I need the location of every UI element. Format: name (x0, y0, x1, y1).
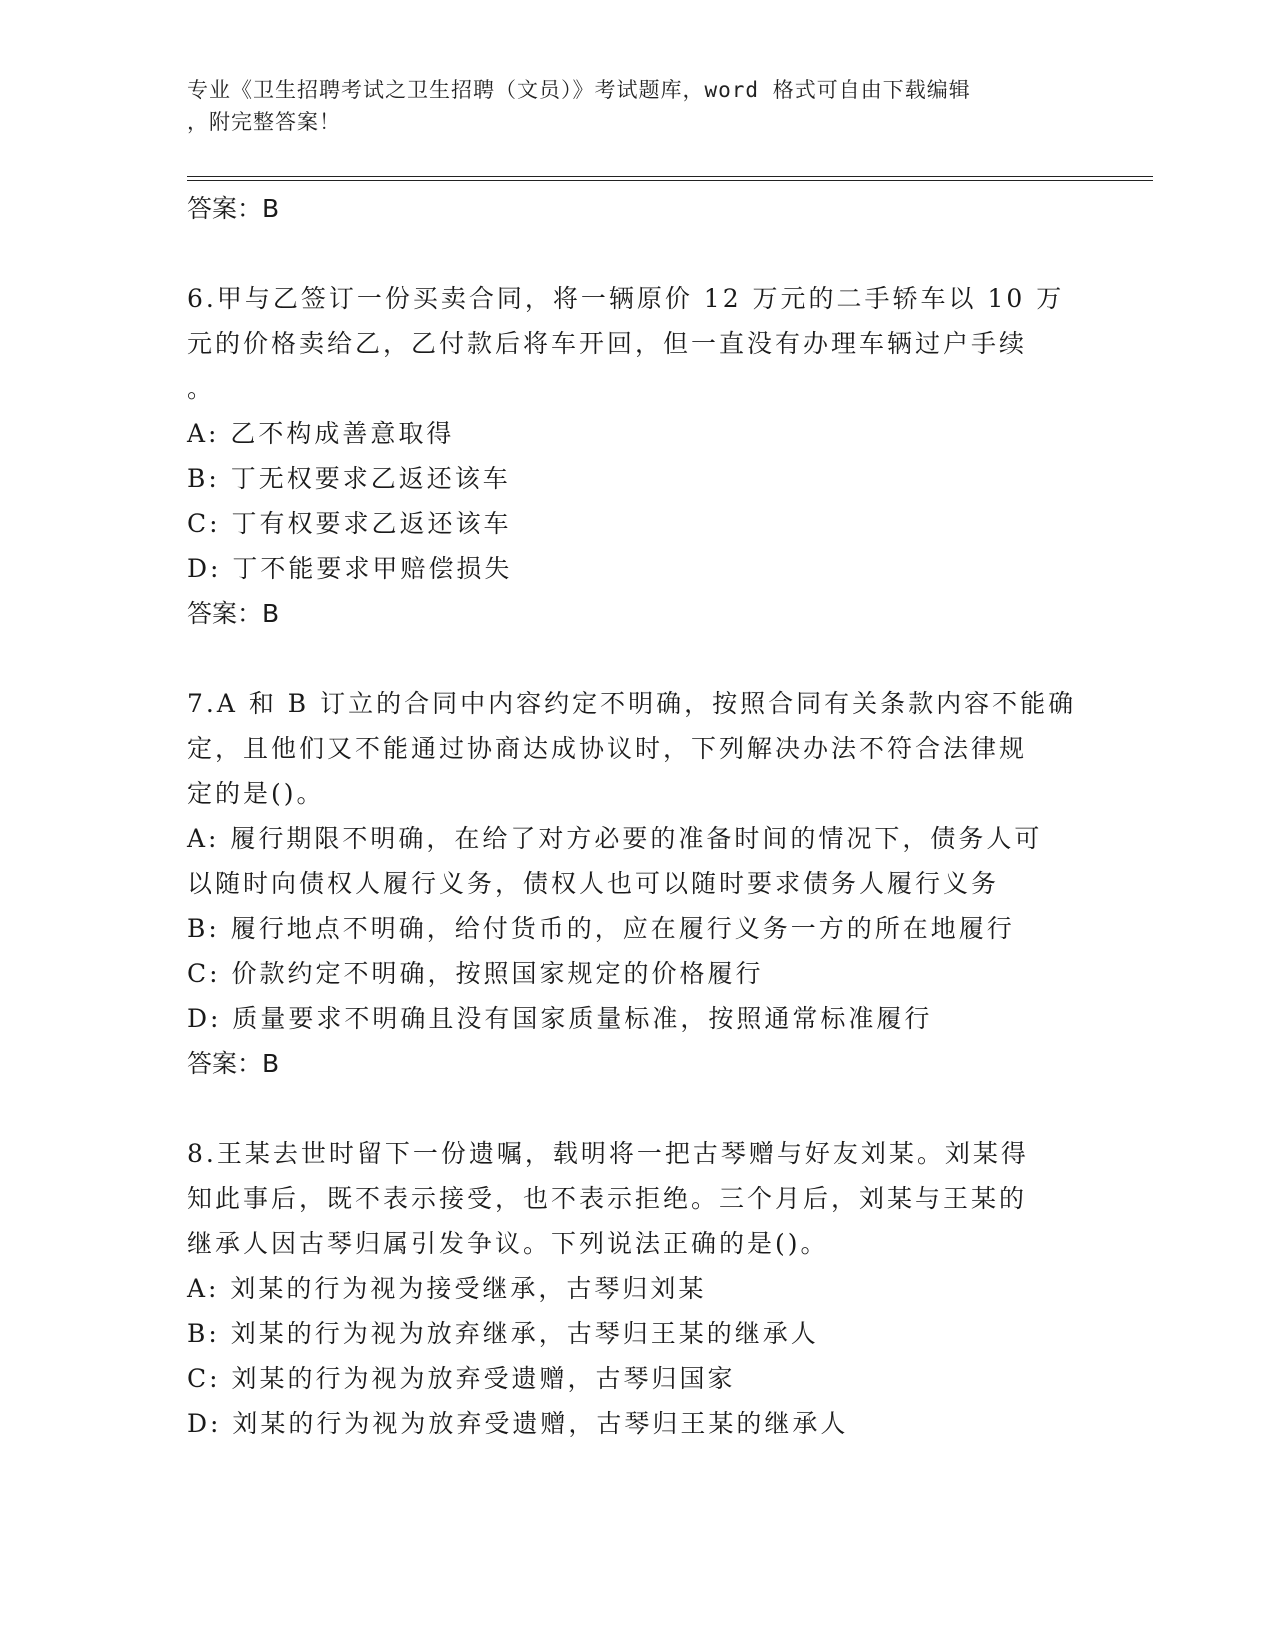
question-text: 定，且他们又不能通过协商达成协议时，下列解决办法不符合法律规 (187, 734, 1028, 763)
option-c: C: 丁有权要求乙返还该车 (187, 509, 512, 538)
option-b: B: 履行地点不明确，给付货币的，应在履行义务一方的所在地履行 (187, 914, 1015, 943)
option-a: A: 履行期限不明确，在给了对方必要的准备时间的情况下，债务人可 (187, 824, 1043, 853)
option-a: A: 刘某的行为视为接受继承，古琴归刘某 (187, 1274, 707, 1303)
header-divider-bottom (187, 180, 1153, 181)
question-8 (187, 1131, 1147, 1446)
header-divider-top (187, 176, 1153, 177)
header-line-2: ，附完整答案！ (187, 110, 341, 134)
question-list (187, 186, 1147, 1446)
page-header (187, 74, 1087, 138)
option-a: A: 乙不构成善意取得 (187, 419, 455, 448)
answer-line: 答案：B (187, 599, 280, 628)
question-text: 元的价格卖给乙，乙付款后将车开回，但一直没有办理车辆过户手续 (187, 329, 1028, 358)
question-7 (187, 681, 1147, 1086)
question-text: 6.甲与乙签订一份买卖合同，将一辆原价 12 万元的二手轿车以 10 万 (187, 284, 1065, 313)
header-line-1: 专业《卫生招聘考试之卫生招聘（文员）》考试题库，word 格式可自由下载编辑 (187, 78, 971, 102)
option-b: B: 刘某的行为视为放弃继承，古琴归王某的继承人 (187, 1319, 819, 1348)
option-a-continued: 以随时向债权人履行义务，债权人也可以随时要求债务人履行义务 (187, 869, 1000, 898)
question-text: 7.A 和 B 订立的合同中内容约定不明确，按照合同有关条款内容不能确 (187, 689, 1077, 718)
spacer (187, 231, 1147, 276)
answer-line: 答案：B (187, 194, 280, 223)
option-b: B: 丁无权要求乙返还该车 (187, 464, 511, 493)
question-text: 8.王某去世时留下一份遗嘱，载明将一把古琴赠与好友刘某。刘某得 (187, 1139, 1029, 1168)
question-text: 知此事后，既不表示接受，也不表示拒绝。三个月后，刘某与王某的 (187, 1184, 1028, 1213)
question-text: 定的是()。 (187, 779, 325, 808)
option-d: D: 刘某的行为视为放弃受遗赠，古琴归王某的继承人 (187, 1409, 849, 1438)
option-d: D: 丁不能要求甲赔偿损失 (187, 554, 513, 583)
question-text: 继承人因古琴归属引发争议。下列说法正确的是()。 (187, 1229, 829, 1258)
option-c: C: 刘某的行为视为放弃受遗赠，古琴归国家 (187, 1364, 736, 1393)
option-d: D: 质量要求不明确且没有国家质量标准，按照通常标准履行 (187, 1004, 933, 1033)
spacer (187, 1086, 1147, 1131)
question-6 (187, 276, 1147, 636)
question-text: 。 (187, 374, 216, 403)
spacer (187, 636, 1147, 681)
option-c: C: 价款约定不明确，按照国家规定的价格履行 (187, 959, 764, 988)
answer-line: 答案：B (187, 1049, 280, 1078)
